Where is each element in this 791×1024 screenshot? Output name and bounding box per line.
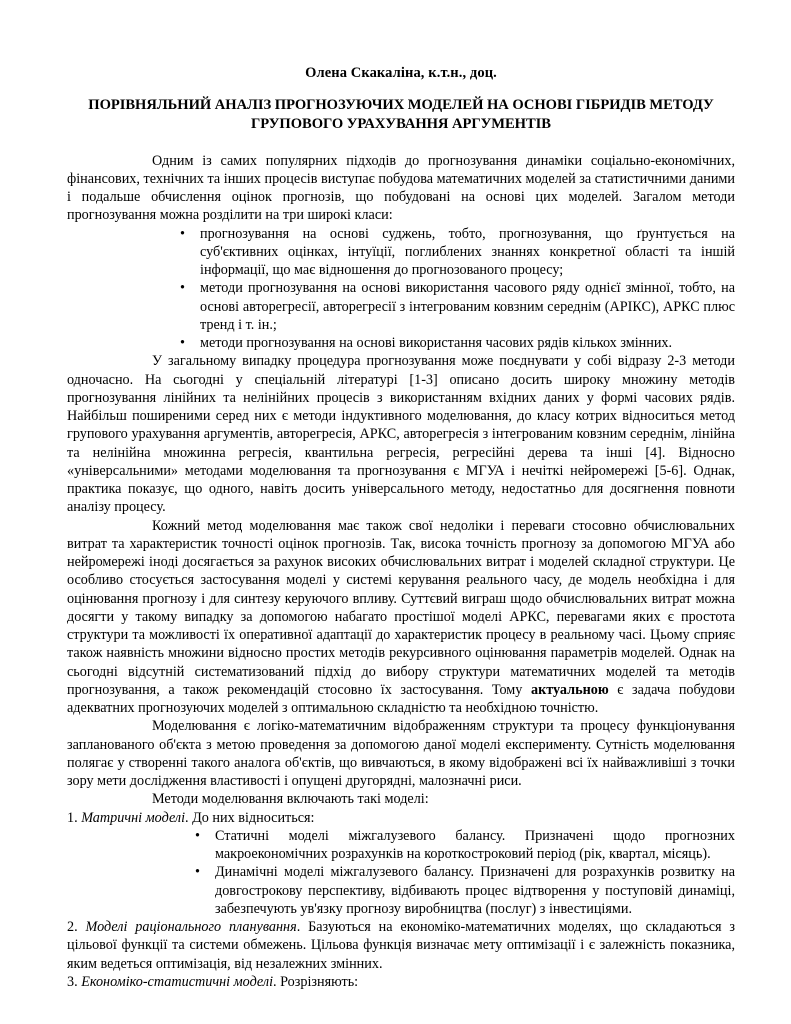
paragraph-each-method	[67, 517, 735, 718]
list-item-text: методи прогнозування на основі використання часового ряду однієї змінної, тобто, на основі авторегресії, авторегресії з інтегрованим ковзним середнім (АРІКС), АРКС плюс тренд і т. ін.;	[200, 280, 735, 333]
page-title: ПОРІВНЯЛЬНИЙ АНАЛІЗ ПРОГНОЗУЮЧИХ МОДЕЛЕЙ НА ОСНОВІ ГІБРИДІВ МЕТОДУ ГРУПОВОГО УРАХУВАННЯ АРГУМЕНТІВ	[88, 96, 714, 133]
list-item	[67, 279, 735, 334]
bullet-icon: •	[195, 827, 200, 844]
paragraph-each-method-part1: Кожний метод моделювання має також свої недоліки і переваги стосовно обчислювальних витрат та характеристик точності оцінок прогнозів. Так, висока точність прогнозу за допомогою МГУА або нейромережі іноді досягається за рахунок високих обчислювальних витрат і моделей складної структури. Це особливо стосується застосування моделі у системі керування реального часу, де модель необхідна і для оцінювання прогнозу і для синтезу керуючого впливу. Суттєвий виграш щодо обчислювальних витрат можна досягти у такому випадку за допомогою набагато простішої моделі АРКС, перевагами яких є простота структури та можливості їх оперативної адаптації до характеристик процесу в реальному часі. Цьому сприяє також наявність множини відносно простих методів рекурсивного оцінювання параметрів моделей. Однак на сьогодні відсутній систематизований підхід до вибору структури математичних моделей та методів прогнозування, а також рекомендацій стосовно їх застосування. Тому	[67, 517, 735, 698]
section-title: Матричні моделі	[81, 809, 186, 826]
paragraph-methods-include: Методи моделювання включають такі моделі:	[152, 791, 429, 808]
paragraph-modelling: Моделювання є логіко-математичним відображенням структури та процесу функціонування запланованого об'єкта з метою проведення за допомогою даної моделі експерименту. Сутність моделювання полягає у створенні такого аналога об'єктів, що вивчаються, в якому відображені всі їх найважливіші з точки зору мети дослідження властивості і опущені другорядні, малозначні риси.	[67, 718, 735, 790]
numbered-section-1	[67, 809, 735, 827]
section-number: 3.	[67, 973, 82, 990]
matrix-models-bullet-list	[67, 827, 735, 918]
paragraph-each-method-part2: є задача побудови адекватних прогнозуючих моделей з оптимальною складністю та необхідною точністю.	[67, 681, 735, 717]
list-item-text: Динамічні моделі міжгалузевого балансу. Призначені для розрахунків розвитку на довгострокову перспективу, відбивають процес відтворення у поступовій динаміці, забезпечують ув'язку прогнозу виробництва (послуг) з інвестиціями.	[215, 864, 735, 917]
section-number: 1.	[67, 809, 82, 826]
list-item-text: Статичні моделі міжгалузевого балансу. Призначені щодо прогнозних макроекономічних розрахунків на короткостроковий період (рік, квартал, місяць).	[215, 827, 735, 863]
list-item	[67, 827, 735, 864]
bullet-icon: •	[180, 280, 185, 297]
paragraph-general-case: У загальному випадку процедура прогнозування може поєднувати у собі відразу 2-3 методи одночасно. На сьогодні у спеціальній літературі [1-3] описано досить широку множину методів прогнозування лінійних та нелінійних процесів з використанням вхідних даних у формі часових рядів. Найбільш поширеними серед них є методи індуктивного моделювання, до класу котрих відноситься метод групового урахування аргументів, авторегресія, АРКС, авторегресія з інтегрованим ковзним середнім, лінійна та нелінійна множинна регресія, квантильна регресія, регресійні дерева та інші [4]. Відносно «універсальними» методами моделювання та прогнозування є МГУА і нечіткі нейромережі [5-6]. Однак, практика показує, що одного, навіть досить універсального методу, недостатньо для досягнення повноти аналізу процесу.	[67, 353, 735, 516]
list-item	[67, 863, 735, 918]
paragraph-each-method-emphasis: актуальною	[530, 681, 609, 698]
section-rest: . Базуються на економіко-математичних моделях, що складаються з цільової функції та системи обмежень. Цільова функція визначає мету оптимізації і є залежність показника, яким ведеться оптимізація, від незалежних змінних.	[67, 919, 736, 972]
list-item	[67, 334, 735, 352]
list-item-text: методи прогнозування на основі використання часових рядів кількох змінних.	[200, 335, 673, 352]
section-number: 2.	[67, 919, 86, 936]
section-rest: . Розрізняють:	[273, 973, 359, 990]
bullet-icon: •	[180, 225, 185, 242]
document-content	[67, 64, 735, 991]
list-item	[67, 225, 735, 280]
section-title: Економіко-статистичні моделі	[81, 973, 274, 990]
paragraph-intro: Одним із самих популярних підходів до прогнозування динаміки соціально-економічних, фінансових, технічних та інших процесів виступає побудова математичних моделей за статистичними даними і подальше обчислення оцінок прогнозів, що побудовані на основі цих моделей. Загалом методи прогнозування можна розділити на три широкі класи:	[67, 152, 735, 224]
classes-bullet-list	[67, 225, 735, 353]
bullet-icon: •	[180, 335, 185, 352]
list-item-text: прогнозування на основі суджень, тобто, прогнозування, що ґрунтується на суб'єктивних оцінках, інтуїції, поглиблених знаннях конкретної області та іншій інформації, що має відношення до прогнозованого процесу;	[200, 225, 735, 279]
bullet-icon: •	[195, 864, 200, 881]
section-title: Моделі раціонального планування	[85, 919, 297, 936]
numbered-section-3	[67, 973, 735, 991]
numbered-section-2	[67, 918, 735, 973]
author-line: Олена Скакаліна, к.т.н., доц.	[305, 65, 497, 81]
section-rest: . До них відноситься:	[185, 809, 315, 826]
